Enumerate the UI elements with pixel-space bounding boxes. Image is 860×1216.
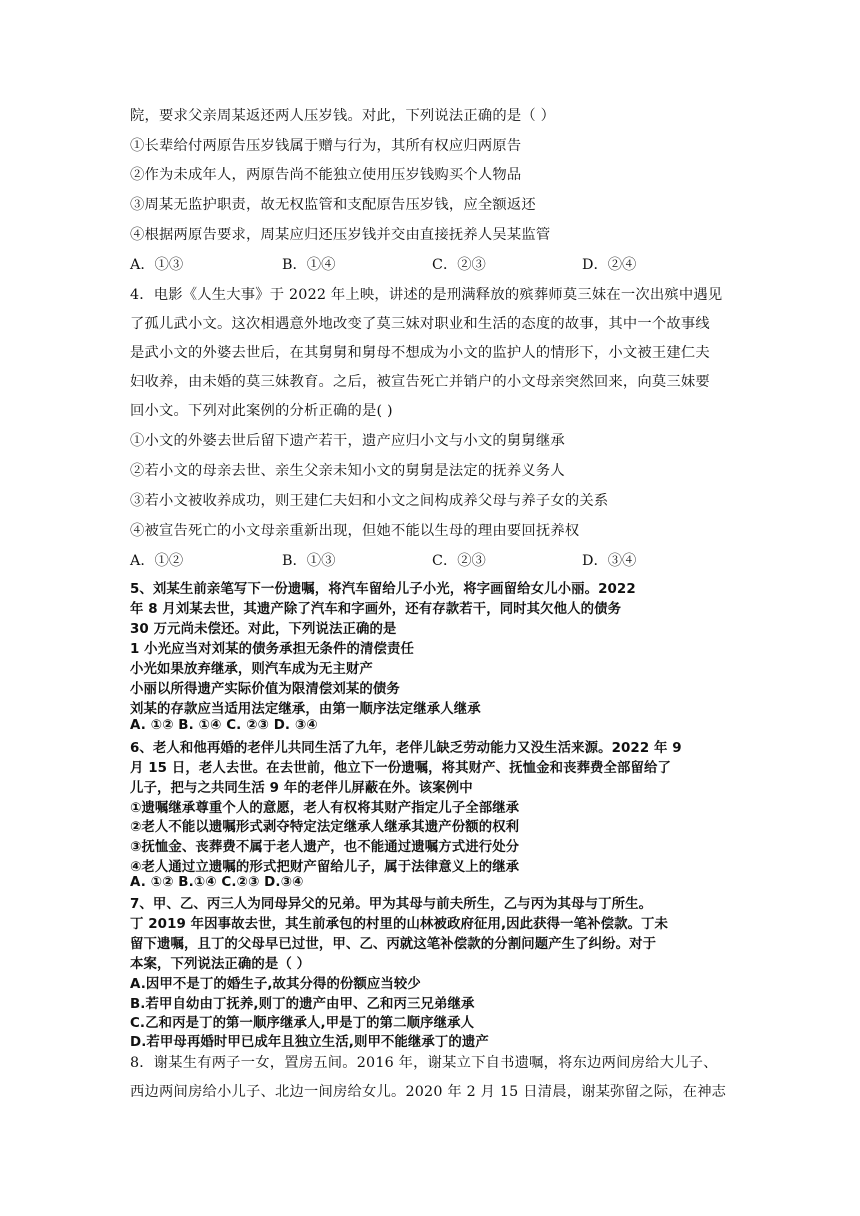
q4-statement-4: ④被宣告死亡的小文母亲重新出现，但她不能以生母的理由要回抚养权 <box>130 523 580 539</box>
q4-line-3: 是武小文的外婆去世后，在其舅舅和舅母不想成为小文的监护人的情形下，小文被王建仁夫 <box>130 345 710 361</box>
q5-line-1: 5、刘某生前亲笔写下一份遗嘱，将汽车留给儿子小光，将字画留给女儿小丽。2022 <box>130 582 636 597</box>
q4-option-b: B．①③ <box>282 553 336 569</box>
q5-line-3: 30 万元尚未偿还。对此，下列说法正确的是 <box>130 622 397 637</box>
q5-statement-3: 小丽以所得遗产实际价值为限清偿刘某的债务 <box>130 682 400 697</box>
q5-statement-2: 小光如果放弃继承，则汽车成为无主财产 <box>130 662 373 677</box>
q6-statement-3: ③抚恤金、丧葬费不属于老人遗产，也不能通过遗嘱方式进行处分 <box>130 840 520 855</box>
q8-line-1: 8．谢某生有两子一女，置房五间。2016 年，谢某立下自书遗嘱，将东边两间房给大儿子、 <box>130 1055 718 1071</box>
q3-option-a: A．①③ <box>130 257 184 273</box>
q7-line-2: 丁 2019 年因事故去世，其生前承包的村里的山林被政府征用,因此获得一笔补偿款。丁未 <box>130 917 669 932</box>
q7-line-3: 留下遗嘱，且丁的父母早已过世，甲、乙、丙就这笔补偿款的分割问题产生了纠纷。对于 <box>130 937 657 952</box>
q8-line-2: 西边两间房给小儿子、北边一间房给女儿。2020 年 2 月 15 日清晨，谢某弥留之际，在神志 <box>130 1084 727 1100</box>
q7-option-d: D.若甲母再婚时甲已成年且独立生活,则甲不能继承丁的遗产 <box>130 1035 489 1050</box>
q4-line-4: 妇收养，由未婚的莫三妹教育。之后，被宣告死亡并销户的小文母亲突然回来，向莫三妹要 <box>130 374 710 390</box>
q3-option-b: B．①④ <box>282 257 336 273</box>
q6-statement-1: ①遗嘱继承尊重个人的意愿，老人有权将其财产指定儿子全部继承 <box>130 801 520 816</box>
q7-option-c: C.乙和丙是丁的第一顺序继承人,甲是丁的第二顺序继承人 <box>130 1016 475 1031</box>
q4-option-a: A．①② <box>130 553 184 569</box>
q6-statement-2: ②老人不能以遗嘱形式剥夺特定法定继承人继承其遗产份额的权利 <box>130 820 520 835</box>
q4-option-d: D．③④ <box>582 553 637 569</box>
q7-option-b: B.若甲自幼由丁抚养,则丁的遗产由甲、乙和丙三兄弟继承 <box>130 997 475 1012</box>
q4-line-1: 4．电影《人生大事》于 2022 年上映，讲述的是刑满释放的殡葬师莫三妹在一次出殡中遇见 <box>130 287 723 303</box>
q4-statement-3: ③若小文被收养成功，则王建仁夫妇和小文之间构成养父母与养子女的关系 <box>130 493 609 509</box>
q5-line-2: 年 8 月刘某去世，其遗产除了汽车和字画外，还有存款若干，同时其欠他人的债务 <box>130 602 622 617</box>
q4-line-2: 了孤儿武小文。这次相遇意外地改变了莫三妹对职业和生活的态度的故事，其中一个故事线 <box>130 316 710 332</box>
q4-statement-1: ①小文的外婆去世后留下遗产若干，遗产应归小文与小文的舅舅继承 <box>130 433 565 449</box>
q3-option-c: C．②③ <box>432 257 486 273</box>
q3-option-d: D．②④ <box>582 257 637 273</box>
q3-statement-2: ②作为未成年人，两原告尚不能独立使用压岁钱购买个人物品 <box>130 167 522 183</box>
q7-line-1: 7、甲、乙、丙三人为同母异父的兄弟。甲为其母与前夫所生，乙与丙为其母与丁所生。 <box>130 897 653 912</box>
q4-line-5: 回小文。下列对此案例的分析正确的是( ) <box>130 403 393 419</box>
q6-line-2: 月 15 日，老人去世。在去世前，他立下一份遗嘱，将其财产、抚恤金和丧葬费全部留给了 <box>130 761 671 776</box>
q4-statement-2: ②若小文的母亲去世、亲生父亲未知小文的舅舅是法定的抚养义务人 <box>130 463 565 479</box>
q6-line-3: 儿子，把与之共同生活 9 年的老伴儿屏蔽在外。该案例中 <box>130 781 473 796</box>
q3-statement-4: ④根据两原告要求，周某应归还压岁钱并交由直接抚养人吴某监管 <box>130 227 551 243</box>
q7-line-4: 本案，下列说法正确的是（ ） <box>130 957 311 972</box>
q6-statement-4: ④老人通过立遗嘱的形式把财产留给儿子，属于法律意义上的继承 <box>130 860 520 875</box>
q3-statement-3: ③周某无监护职责，故无权监管和支配原告压岁钱，应全额返还 <box>130 197 536 213</box>
q7-option-a: A.因甲不是丁的婚生子,故其分得的份额应当较少 <box>130 977 421 992</box>
q3-stem-end: 院，要求父亲周某返还两人压岁钱。对此，下列说法正确的是（ ） <box>130 108 556 124</box>
q4-option-c: C．②③ <box>432 553 486 569</box>
q6-options: A. ①② B.①④ C.②③ D.③④ <box>130 875 304 890</box>
q3-statement-1: ①长辈给付两原告压岁钱属于赠与行为，其所有权应归两原告 <box>130 138 522 154</box>
q5-options: A. ①② B. ①④ C. ②③ D. ③④ <box>130 718 318 733</box>
q5-statement-4: 刘某的存款应当适用法定继承，由第一顺序法定继承人继承 <box>130 702 481 717</box>
q6-line-1: 6、老人和他再婚的老伴儿共同生活了九年，老伴儿缺乏劳动能力又没生活来源。2022 年 9 <box>130 741 682 756</box>
q5-statement-1: 1 小光应当对刘某的债务承担无条件的清偿责任 <box>130 642 414 657</box>
